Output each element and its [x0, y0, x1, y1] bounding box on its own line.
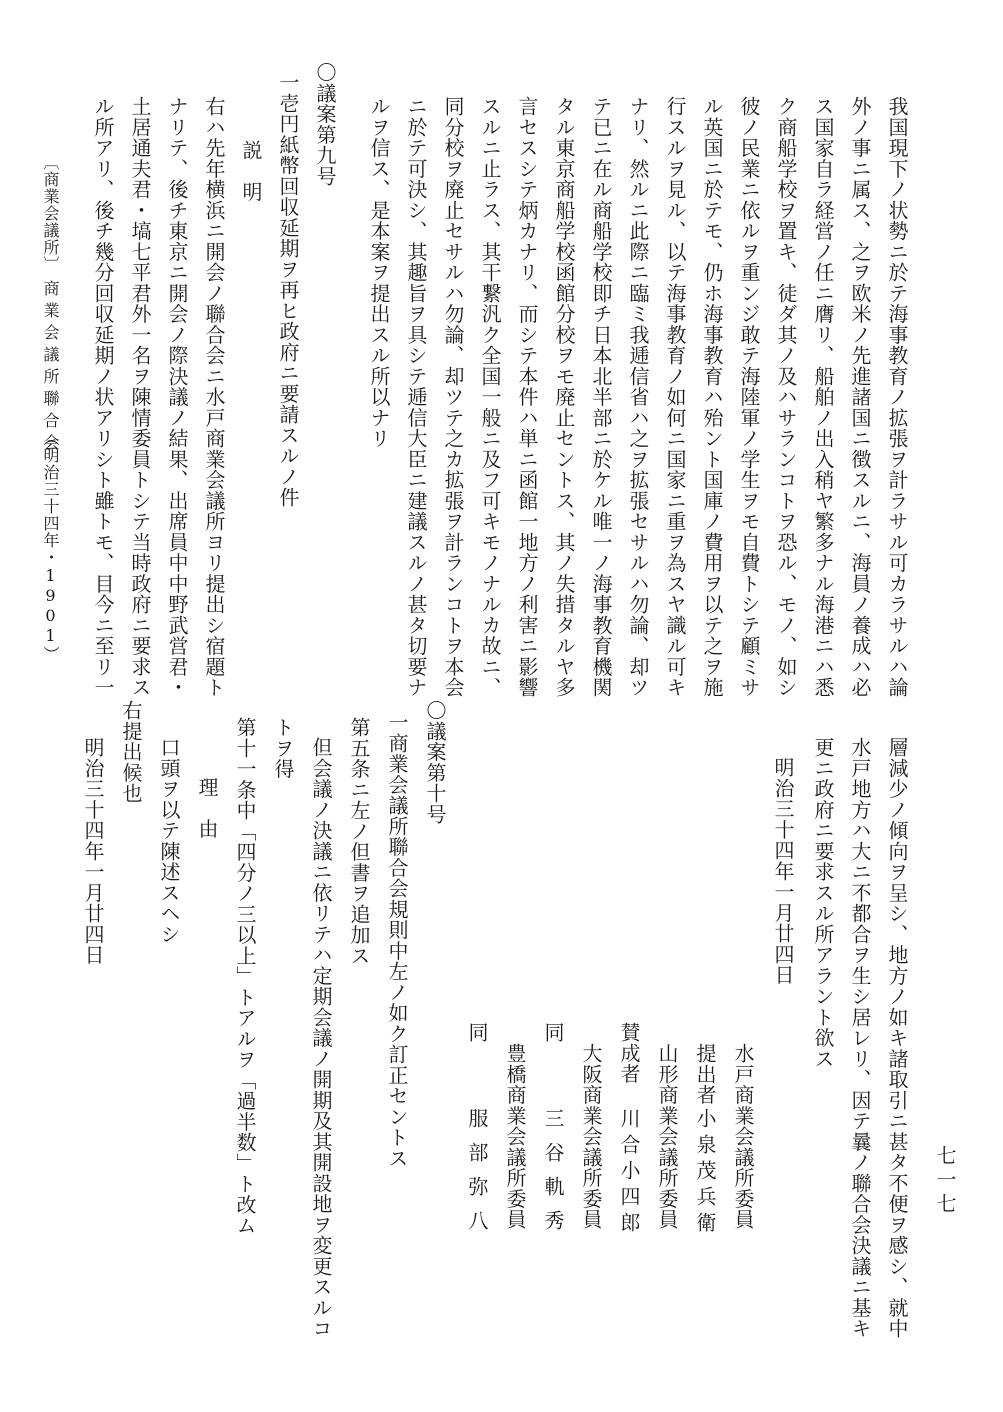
text-line: タル東京商船学校函館分校ヲモ廃止セントス、其ノ失措タルヤ多	[552, 96, 576, 698]
text-line: 更ニ政府ニ要求スル所アラント欲ス	[811, 737, 835, 1069]
agenda-subject: 一壱円紙幣回収延期ヲ再ヒ政府ニ要請スルノ件	[276, 72, 300, 508]
running-head-title: 商業会議所聯合会	[41, 280, 60, 456]
signatory-org: 水戸商業会議所委員	[731, 1043, 755, 1230]
text-line: 外ノ事ニ属ス、之ヲ欧米ノ先進諸国ニ徴スルニ、海員ノ養成ハ必	[848, 96, 872, 698]
agenda-heading: 〇議案第九号	[313, 62, 337, 187]
amendment-line: 第五条ニ左ノ但書ヲ追加ス	[347, 717, 371, 966]
reason-text: 口頭ヲ以テ陳述スヘシ	[157, 737, 181, 945]
text-line: スルニ止ラス、其干繋汎ク全国一般ニ及フ可キモノナルカ故ニ、	[478, 96, 502, 698]
amendment-line: 第十一条中「四分ノ三以上」トアルヲ「過半数」ト改ム	[233, 717, 257, 1236]
text-line: 我国現下ノ状勢ニ於テ海事教育ノ拡張ヲ計ラサル可カラサルハ論	[885, 96, 909, 698]
signatory-role: 同	[541, 1022, 565, 1043]
running-head-section: 〔商業会議所〕	[41, 154, 60, 273]
text-line: ナリ、然ルニ此際ニ臨ミ我逓信省ハ之ヲ拡張セサルハ勿論、却ツ	[626, 96, 650, 698]
running-head-period: （明治三十四年・1901）	[41, 430, 60, 663]
explanation-label: 説 明	[239, 140, 263, 203]
reason-label: 理 由	[195, 777, 219, 840]
text-line: ル英国ニ於テモ、仍ホ海事教育ハ殆ント国庫ノ費用ヲ以テ之ヲ施	[700, 96, 724, 698]
explanation-line: 右ハ先年横浜ニ開会ノ聯合会ニ水戸商業会議所ヨリ提出シ宿題ト	[202, 96, 226, 698]
agenda-subject: 一商業会議所聯合会規則中左ノ如ク訂正セントス	[385, 712, 409, 1169]
page-number: 七一七	[933, 1145, 957, 1217]
signatory-org: 豊橋商業会議所委員	[503, 1043, 527, 1230]
signatory-role: 賛成者	[617, 1022, 641, 1085]
explanation-line: 土居通夫君・塙七平君外一名ヲ陳情委員トシテ当時政府ニ要求ス	[128, 96, 152, 698]
amendment-line: 但会議ノ決議ニ依リテハ定期会議ノ開期及其開設地ヲ変更スルコ	[309, 737, 333, 1339]
explanation-line: ナリテ、後チ東京ニ開会ノ際決議ノ結果、出席員中中野武営君・	[165, 96, 189, 698]
signatory-name: 服部弥八	[465, 1108, 489, 1244]
explanation-line: ル所アリ、後チ幾分回収延期ノ状アリシト雖トモ、目今ニ至リ一	[91, 96, 115, 698]
text-line: テ已ニ在ル商船学校即チ日本北半部ニ於ケル唯一ノ海事教育機関	[589, 96, 613, 698]
text-line: ルヲ信ス、是本案ヲ提出スル所以ナリ	[367, 96, 391, 449]
text-line: ク商船学校ヲ置キ、徒ダ其ノ及ハサランコトヲ恐ル、モノ、如シ	[774, 96, 798, 698]
signatory-org: 山形商業会議所委員	[655, 1043, 679, 1230]
signatory-role: 同	[465, 1022, 489, 1043]
signatory-org: 大阪商業会議所委員	[579, 1043, 603, 1230]
agenda-heading: 〇議案第十号	[423, 700, 447, 825]
signatory-name: 三谷軌秀	[541, 1108, 565, 1244]
signatory-name: 小泉茂兵衛	[693, 1108, 717, 1238]
text-line: 言セスシテ炳カナリ、而シテ本件ハ単ニ函館一地方ノ利害ニ影響	[515, 96, 539, 698]
date: 明治三十四年一月廿四日	[771, 757, 795, 986]
signatory-role: 提出者	[693, 1043, 717, 1106]
text-line: 彼ノ民業ニ依ルヲ重ンジ敢テ海陸軍ノ学生ヲモ自費トシテ顧ミサ	[737, 96, 761, 698]
signatory-name: 川合小四郎	[617, 1108, 641, 1238]
closing-text: 右提出候也	[119, 700, 143, 804]
text-line: 層減少ノ傾向ヲ呈シ、地方ノ如キ諸取引ニ甚タ不便ヲ感シ、就中	[885, 737, 909, 1339]
text-line: 同分校ヲ廃止セサルハ勿論、却ツテ之カ拡張ヲ計ランコトヲ本会	[441, 96, 465, 698]
amendment-line: トヲ得	[271, 717, 295, 780]
text-line: ス国家自ラ経営ノ任ニ膺リ、船舶ノ出入稍ヤ繁多ナル海港ニハ悉	[811, 96, 835, 698]
text-line: ニ於テ可決シ、其趣旨ヲ具シテ逓信大臣ニ建議スルノ甚タ切要ナ	[404, 96, 428, 698]
text-line: 行スルヲ見ル、以テ海事教育ノ如何ニ国家ニ重ヲ為スヤ識ル可キ	[663, 96, 687, 698]
text-line: 水戸地方ハ大ニ不都合ヲ生シ居レリ、因テ曩ノ聯合会決議ニ基キ	[848, 737, 872, 1339]
date: 明治三十四年一月廿四日	[81, 737, 105, 966]
